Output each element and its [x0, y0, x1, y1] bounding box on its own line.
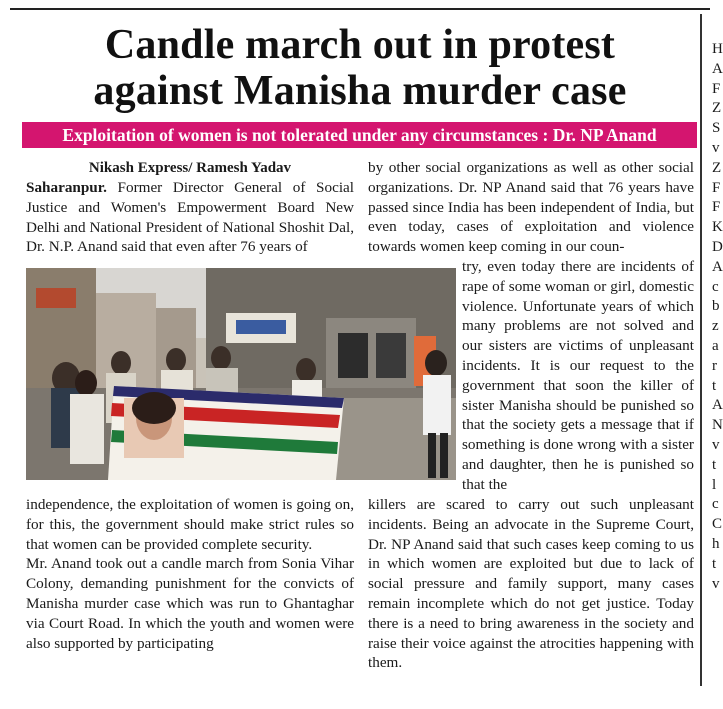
top-rule	[10, 8, 710, 10]
adjacent-column-fragment: c	[712, 278, 719, 295]
photo-illustration	[26, 268, 456, 480]
adjacent-column-fragment: a	[712, 337, 719, 354]
byline: Nikash Express/ Ramesh Yadav	[88, 160, 292, 176]
adjacent-column-fragment: H	[712, 41, 723, 57]
adjacent-column-fragment: b	[712, 298, 720, 315]
adjacent-column-fragment: A	[712, 258, 723, 275]
adjacent-column-fragment: Z	[712, 100, 722, 117]
headline-line-2: against Manisha murder case	[93, 68, 627, 114]
adjacent-column-fragment: t	[712, 377, 717, 394]
adjacent-column-fragment: c	[712, 496, 719, 513]
headline-line-1: Candle march out in protest	[104, 22, 616, 68]
adjacent-column-fragment: C	[712, 516, 723, 533]
article-block-5: killers are scared to carry out such unpleasant incidents. Being an advocate in the Supreme Court, Dr. NP Anand said that such cases keep coming to us in which women are exploited but due to lack of social pressure and family support, many cases remain incomplete which do not get justice. Today there is a need to bring awareness in the society and raise their voice against the atrocities happening with them.	[368, 496, 694, 672]
adjacent-column-fragment: v	[712, 139, 720, 156]
adjacent-column-fragment: D	[712, 238, 723, 255]
article-block-2	[26, 495, 354, 653]
adjacent-column-fragment: K	[712, 219, 723, 236]
adjacent-column-fragment: v	[712, 436, 720, 453]
adjacent-column-fragment: t	[712, 555, 717, 572]
adjacent-column-fragment: S	[712, 120, 721, 137]
article-block-4: try, even today there are incidents of rape of some woman or girl, domestic violence. Unfortunate years of which many problems are not solved and our sisters are victims of unpleasant incidents. It is our request to the government that soon the killer of sister Manisha should be punished so that the society gets a message that if something is done wrong with a sister and daughter, then he is punished so that the	[462, 258, 694, 493]
article-text-2b: Mr. Anand took out a candle march from Sonia Vihar Colony, demanding punishment for the convicts of Manisha murder case which was run to Ghantaghar via Court Road. In which the youth and women were also supported by participating	[26, 555, 354, 652]
adjacent-column-fragment: N	[712, 417, 723, 434]
adjacent-column-fragment: F	[712, 179, 721, 196]
adjacent-column-fragment: A	[712, 60, 723, 77]
article-block-1	[26, 178, 354, 257]
adjacent-column-fragment: r	[712, 357, 717, 374]
adjacent-column-fragment: h	[712, 535, 720, 552]
article-text-1: Former Director General of Social Justice and Women's Empowerment Board New Delhi and National President of National Shoshit Dal, Dr. N.P. Anand said that even after 76 years of	[26, 179, 355, 256]
adjacent-column-fragment: v	[712, 575, 720, 592]
column-divider	[700, 14, 702, 686]
adjacent-column-fragment: F	[712, 199, 721, 216]
adjacent-column-fragment: A	[712, 397, 723, 414]
article-block-3: by other social organizations as well as other social organizations. Dr. NP Anand said that 76 years have passed since India has been independent of India, but even today, cases of exploitation and violence towards women keep coming in our coun-	[368, 159, 694, 256]
adjacent-column-fragment: F	[712, 80, 721, 97]
dateline: Saharanpur.	[26, 179, 107, 196]
adjacent-column-fragment: l	[712, 476, 717, 493]
article-headline	[24, 22, 696, 114]
subheadline-banner: Exploitation of women is not tolerated under any circumstances : Dr. NP Anand	[22, 122, 697, 148]
adjacent-column-fragment: t	[712, 456, 717, 473]
candle-march-photo	[26, 268, 456, 480]
adjacent-column-fragment: z	[712, 318, 719, 335]
adjacent-column-fragment: Z	[712, 159, 722, 176]
adjacent-column-edge	[712, 40, 723, 709]
article-text-2a: independence, the exploitation of women is going on, for this, the government should make strict rules so that women can be provided complete security.	[26, 496, 354, 553]
